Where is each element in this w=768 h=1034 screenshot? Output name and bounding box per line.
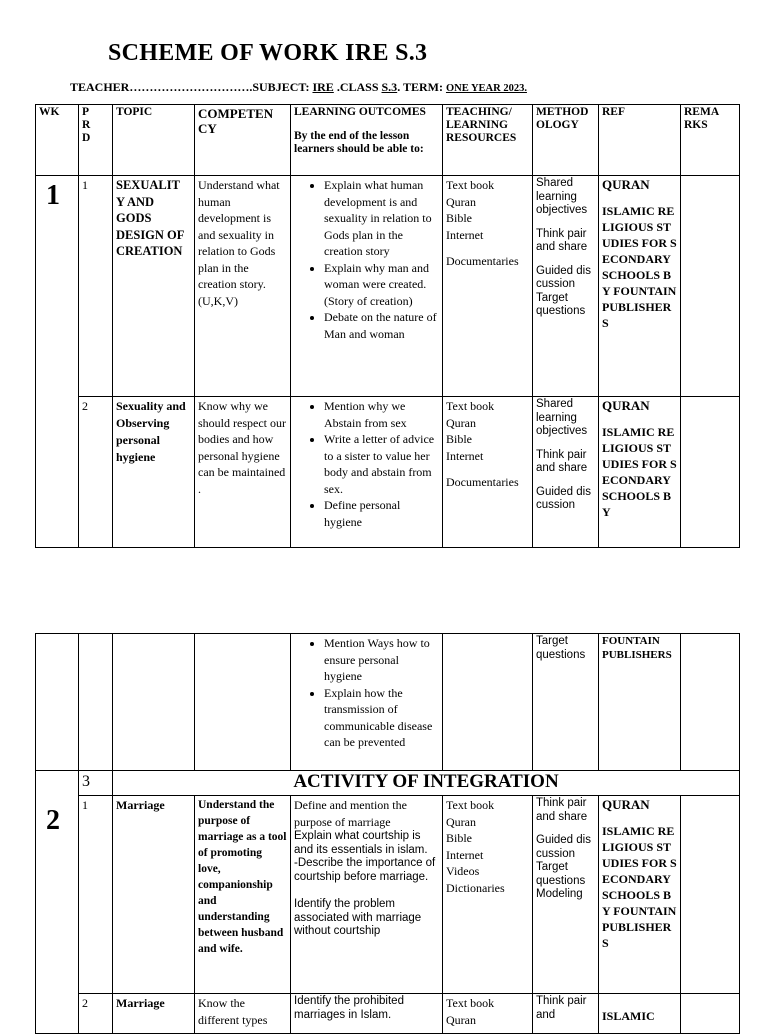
outcomes-cell: Identify the prohibited marriages in Islam. <box>291 994 443 1034</box>
header-resources: TEACHING/ LEARNING RESOURCES <box>443 105 533 176</box>
list-item: • Debate on the nature of Man and woman <box>324 309 439 342</box>
header-wk: WK <box>36 105 79 176</box>
remarks-cell <box>681 994 740 1034</box>
period-cell: 1 <box>79 796 113 994</box>
resource-item: Dictionaries <box>446 880 505 895</box>
method-item: Modeling <box>536 888 583 900</box>
resource-item: Quran <box>446 814 476 829</box>
resource-item: Text book <box>446 798 495 812</box>
ref-cell <box>599 796 681 994</box>
ref-cell <box>599 176 681 397</box>
term-value: ONE YEAR 2023. <box>445 83 527 94</box>
outcomes-cell <box>291 176 443 397</box>
ref-quran: QURAN <box>602 177 650 192</box>
remarks-cell <box>681 634 740 771</box>
resources-cell <box>443 176 533 397</box>
resources-cell <box>443 796 533 994</box>
period-cell: 2 <box>79 397 113 548</box>
table-row-w1-p1 <box>36 176 740 397</box>
method-item: Target questions <box>536 291 586 317</box>
resource-item: Quran <box>446 415 476 430</box>
competency-cell: Know why we should respect our bodies and how personal hygiene can be maintained . <box>195 397 291 548</box>
header-ref: REF <box>599 105 681 176</box>
topic-cell: Marriage <box>113 994 195 1034</box>
subject-value: IRE <box>312 80 334 94</box>
resources-cell <box>443 994 533 1034</box>
resource-item: Documentaries <box>446 254 519 268</box>
table-row-w2-p2 <box>36 994 740 1034</box>
list-item: • Explain how the transmission of communicable disease can be prevented <box>324 685 439 751</box>
period-cell: 1 <box>79 176 113 397</box>
header-method: METHOD OLOGY <box>533 105 599 176</box>
resource-item: Bible <box>446 432 472 446</box>
method-cell <box>533 796 599 994</box>
method-item: Guided discussion <box>536 485 591 511</box>
week-number-1: 1 <box>36 176 79 548</box>
week-cell <box>36 634 79 771</box>
term-label: . TERM: <box>397 80 443 94</box>
ref-cell: ISLAMIC <box>599 994 681 1034</box>
header-topic: TOPIC <box>113 105 195 176</box>
method-item: Shared learning objectives <box>536 398 588 437</box>
table-row-w1-p2-continued <box>36 634 740 771</box>
resource-item: Bible <box>446 831 472 845</box>
scheme-table-page-2 <box>35 633 740 1034</box>
resource-item: Text book <box>446 996 495 1010</box>
topic-cell: Sexuality and Observing personal hygiene <box>113 397 195 548</box>
scheme-table-page-1 <box>35 104 740 548</box>
resources-cell <box>443 397 533 548</box>
teacher-label: TEACHER…………………………. <box>70 80 253 94</box>
competency-cell <box>195 634 291 771</box>
ref-quran: QURAN <box>602 398 650 413</box>
list-item: • Write a letter of advice to a sister to value her body and abstain from sex. <box>324 431 439 497</box>
outcome-item: -Describe the importance of courtship before marriage. <box>294 857 436 883</box>
resource-item: Internet <box>446 227 484 242</box>
page-title: SCHEME OF WORK IRE S.3 <box>108 40 428 66</box>
method-cell <box>533 397 599 548</box>
list-item: • Define personal hygiene <box>324 497 439 530</box>
resource-item: Internet <box>446 448 484 463</box>
resource-item: Quran <box>446 194 476 209</box>
remarks-cell <box>681 176 740 397</box>
resource-item: Text book <box>446 178 495 192</box>
table-header-row <box>36 105 740 176</box>
resource-item: Documentaries <box>446 475 519 489</box>
ref-book: ISLAMIC RELIGIOUS STUDIES FOR SECONDARY SCHOOLS BY <box>602 425 677 519</box>
period-cell: 3 <box>79 771 113 796</box>
method-cell <box>533 176 599 397</box>
topic-cell <box>113 634 195 771</box>
method-item: Think pair and share <box>536 797 588 823</box>
resource-item: Videos <box>446 864 480 878</box>
period-cell <box>79 634 113 771</box>
outcome-item: Explain what courtship is and its essentials in islam. <box>294 830 428 856</box>
scheme-meta-line <box>70 80 527 95</box>
subject-label: SUBJECT: <box>252 80 310 94</box>
outcome-item: Define and mention the purpose of marriage <box>294 798 407 829</box>
competency-cell: Know the different types <box>195 994 291 1034</box>
period-cell: 2 <box>79 994 113 1034</box>
method-item: Target questions <box>536 861 586 887</box>
ref-book: ISLAMIC RELIGIOUS STUDIES FOR SECONDARY SCHOOLS BY FOUNTAIN PUBLISHERS <box>602 824 677 950</box>
method-item: Guided discussion <box>536 834 591 860</box>
method-item: Think pair and share <box>536 448 588 474</box>
resources-cell <box>443 634 533 771</box>
ref-book: ISLAMIC RELIGIOUS STUDIES FOR SECONDARY SCHOOLS BY FOUNTAIN PUBLISHERS <box>602 204 677 330</box>
header-outcomes <box>291 105 443 176</box>
method-item: Shared learning objectives <box>536 177 588 216</box>
header-outcomes-sub: By the end of the lesson learners should be able to: <box>294 130 424 155</box>
list-item: • Mention Ways how to ensure personal hygiene <box>324 635 439 685</box>
week-number-2: 2 <box>36 771 79 1034</box>
resource-item: Text book <box>446 399 495 413</box>
list-item: • Explain what human development is and sexuality in relation to Gods plan in the creation story <box>324 177 439 260</box>
method-cell: Target questions <box>533 634 599 771</box>
ref-quran: QURAN <box>602 797 650 812</box>
outcome-item: Identify the problem associated with marriage without courtship <box>294 898 422 937</box>
table-row-w2-p1 <box>36 796 740 994</box>
resource-item: Internet <box>446 847 484 862</box>
resource-item: Bible <box>446 211 472 225</box>
topic-cell: Marriage <box>113 796 195 994</box>
remarks-cell <box>681 397 740 548</box>
list-item: • Mention why we Abstain from sex <box>324 398 439 431</box>
class-value: S.3 <box>381 80 398 94</box>
method-item: Guided discussion <box>536 264 591 290</box>
activity-of-integration: ACTIVITY OF INTEGRATION <box>113 771 740 796</box>
ref-cell <box>599 397 681 548</box>
resource-item: Quran <box>446 1012 476 1027</box>
header-competency: COMPETEN CY <box>195 105 291 176</box>
topic-cell: SEXUALIT Y AND GODS DESIGN OF CREATION <box>113 176 195 397</box>
table-row-integration <box>36 771 740 796</box>
list-item: • Explain why man and woman were created. (Story of creation) <box>324 260 439 310</box>
header-outcomes-title: LEARNING OUTCOMES <box>294 106 426 118</box>
competency-cell: Understand what human development is and sexuality in relation to Gods plan in the creation story.(U,K,V) <box>195 176 291 397</box>
method-item: Think pair and share <box>536 227 588 253</box>
class-label: .CLASS <box>336 80 379 94</box>
table-row-w1-p2 <box>36 397 740 548</box>
competency-cell: Understand the purpose of marriage as a tool of promoting love, companionship and understanding between husband and wife. <box>195 796 291 994</box>
outcomes-cell <box>291 397 443 548</box>
method-cell: Think pair and <box>533 994 599 1034</box>
ref-cell: FOUNTAIN PUBLISHERS <box>599 634 681 771</box>
header-prd: P R D <box>79 105 113 176</box>
header-remarks: REMA RKS <box>681 105 740 176</box>
outcomes-cell <box>291 796 443 994</box>
outcomes-cell <box>291 634 443 771</box>
remarks-cell <box>681 796 740 994</box>
